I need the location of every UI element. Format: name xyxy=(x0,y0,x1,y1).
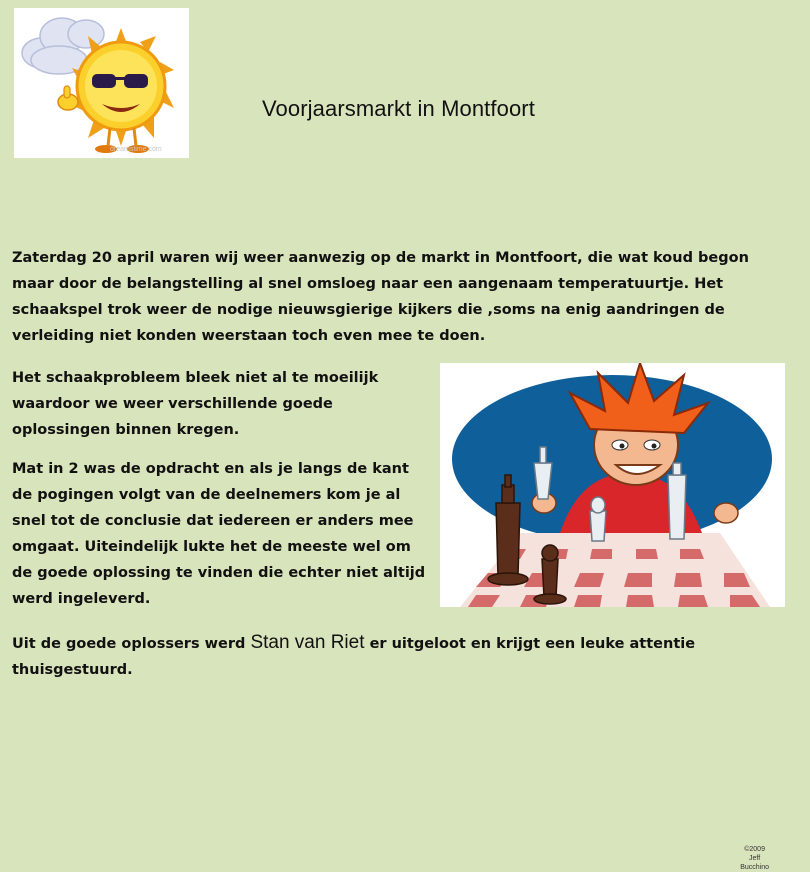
page-title: Voorjaarsmarkt in Montfoort xyxy=(262,96,535,121)
winner-text-after: er uitgeloot en krijgt een leuke attentie thuisgestuurd. xyxy=(12,636,696,678)
image-credit xyxy=(740,845,769,872)
chess-cartoon xyxy=(440,363,785,871)
paragraph-intro: Zaterdag 20 april waren wij weer aanwezig op de markt in Montfoort, die wat koud begon maar door de belangstelling al snel omsloeg naar een aangenaam temperatuurtje. Het schaakspel trok weer de nodige nieuwsgierige kijkers die ,soms na enig aandringen de verleiding niet konden weerstaan toch even mee te doen. xyxy=(12,250,749,344)
paragraph-mate-in-two: Mat in 2 was de opdracht en als je langs de kant de pogingen volgt van de deelnemers kom je al snel tot de conclusie dat iedereen er anders mee omgaat. Uiteindelijk lukte het de meeste wel om de goede oplossing te vinden die echter niet altijd werd ingeleverd. xyxy=(12,461,426,607)
image-watermark: dreamstime.com xyxy=(110,146,162,153)
chess-player-cartoon-icon xyxy=(440,363,785,607)
credit-first-name: Jeff xyxy=(749,855,761,862)
credit-last-name: Bucchino xyxy=(740,864,769,871)
sun-with-sunglasses-icon xyxy=(14,8,189,158)
winner-text-before: Uit de goede oplossers werd xyxy=(12,636,251,652)
sun-clipart xyxy=(14,8,189,158)
paragraph-winner xyxy=(12,630,802,683)
paragraph-problem: Het schaakprobleem bleek niet al te moeilijk waardoor we weer verschillende goede oplossingen binnen kregen. xyxy=(12,370,379,438)
credit-year: ©2009 xyxy=(744,846,765,853)
winner-name: Stan van Riet xyxy=(250,632,365,653)
